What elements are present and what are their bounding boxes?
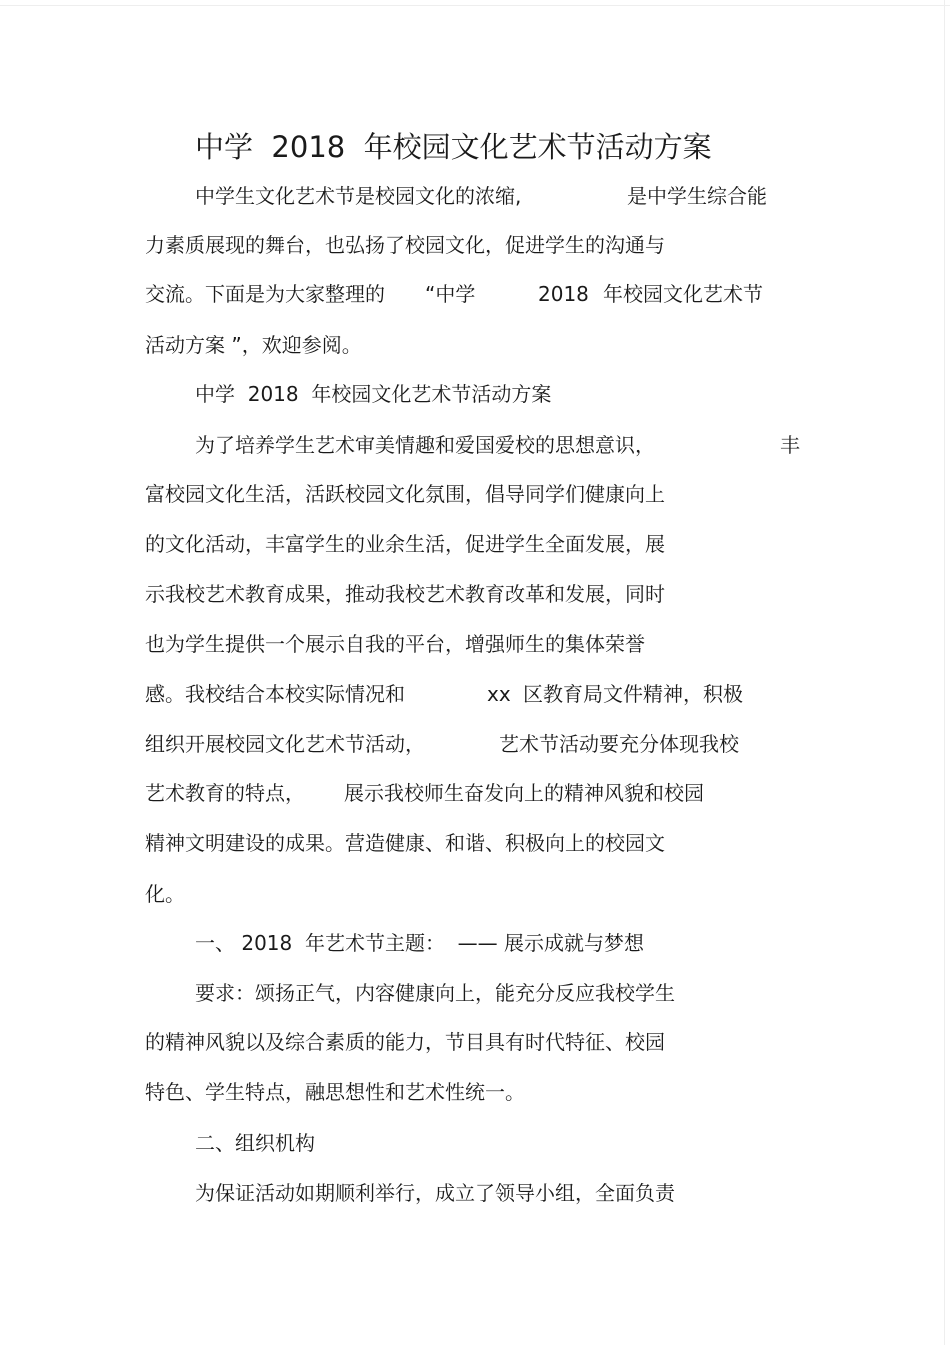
section-1-heading: 一、 2018 年艺术节主题： —— 展示成就与梦想 <box>195 931 645 955</box>
intro-line-3a: 交流。下面是为大家整理的 <box>145 282 385 306</box>
section-2-heading: 二、组织机构 <box>195 1131 315 1155</box>
purpose-line-1b: 丰 <box>780 433 800 457</box>
purpose-line-10: 化。 <box>145 882 185 906</box>
requirement-line-1: 要求：颂扬正气，内容健康向上，能充分反应我校学生 <box>195 981 675 1005</box>
page-right-edge <box>944 0 945 1345</box>
page-top-edge <box>0 5 950 6</box>
intro-line-1a: 中学生文化艺术节是校园文化的浓缩, <box>195 184 522 208</box>
purpose-line-8b: 展示我校师生奋发向上的精神风貌和校园 <box>344 781 704 805</box>
intro-line-4: 活动方案 ”，欢迎参阅。 <box>145 333 362 357</box>
purpose-line-9: 精神文明建设的成果。营造健康、和谐、积极向上的校园文 <box>145 831 665 855</box>
purpose-line-3: 的文化活动，丰富学生的业余生活，促进学生全面发展，展 <box>145 532 665 556</box>
purpose-line-4: 示我校艺术教育成果，推动我校艺术教育改革和发展，同时 <box>145 582 665 606</box>
purpose-line-7b: 艺术节活动要充分体现我校 <box>499 732 739 756</box>
intro-line-2: 力素质展现的舞台，也弘扬了校园文化，促进学生的沟通与 <box>145 233 665 257</box>
purpose-line-5: 也为学生提供一个展示自我的平台，增强师生的集体荣誉 <box>145 632 645 656</box>
section-2-text: 为保证活动如期顺利举行，成立了领导小组，全面负责 <box>195 1181 675 1205</box>
requirement-line-2: 的精神风貌以及综合素质的能力，节目具有时代特征、校园 <box>145 1030 665 1054</box>
requirement-line-3: 特色、学生特点，融思想性和艺术性统一。 <box>145 1080 525 1104</box>
intro-line-3b: “中学 <box>425 282 476 306</box>
intro-line-1b: 是中学生综合能 <box>627 184 767 208</box>
intro-line-3c: 2018 <box>538 282 589 306</box>
intro-line-3d: 年校园文化艺术节 <box>603 282 763 306</box>
purpose-line-8a: 艺术教育的特点， <box>145 781 305 805</box>
purpose-line-6a: 感。我校结合本校实际情况和 <box>145 682 405 706</box>
purpose-line-6b: xx <box>487 682 511 706</box>
plan-subtitle: 中学 2018 年校园文化艺术节活动方案 <box>195 382 552 406</box>
document-title: 中学 2018 年校园文化艺术节活动方案 <box>195 130 712 164</box>
purpose-line-2: 富校园文化生活，活跃校园文化氛围，倡导同学们健康向上 <box>145 482 665 506</box>
purpose-line-7a: 组织开展校园文化艺术节活动， <box>145 732 425 756</box>
purpose-line-1a: 为了培养学生艺术审美情趣和爱国爱校的思想意识， <box>195 433 655 457</box>
purpose-line-6c: 区教育局文件精神，积极 <box>523 682 743 706</box>
